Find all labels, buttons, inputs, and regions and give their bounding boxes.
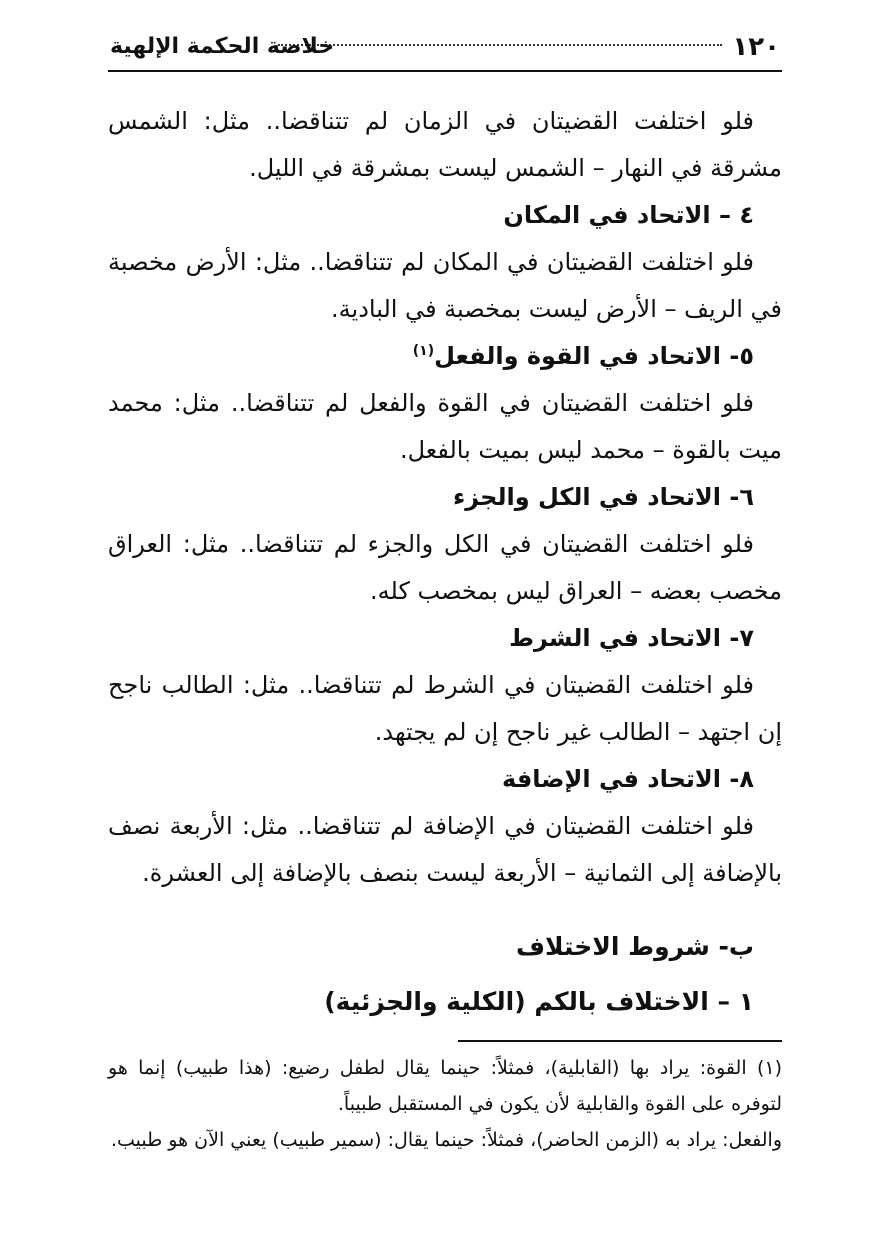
main-text [108, 98, 782, 1025]
section-heading: ب- شروط الاختلاف [516, 932, 754, 961]
paragraph: فلو اختلفت القضيتان في الإضافة لم تتناقضا.. مثل: الأربعة نصف بالإضافة إلى الثمانية – الأربعة ليست بنصف بالإضافة إلى العشرة. [108, 812, 782, 887]
subsection-heading: ١ – الاختلاف بالكم (الكلية والجزئية) [324, 987, 754, 1016]
footnote: (١) القوة: يراد بها (القابلية)، فمثلاً: حينما يقال لطفل رضيع: (هذا طبيب) إنما هو لتوفره على القوة والقابلية لأن يكون في المستقبل طبيباً. [108, 1057, 782, 1115]
subsection-heading [108, 333, 782, 380]
paragraph: فلو اختلفت القضيتان في الكل والجزء لم تتناقضا.. مثل: العراق مخصب بعضه – العراق ليس بمخصب كله. [108, 530, 782, 605]
subsection-heading: ٦- الاتحاد في الكل والجزء [452, 483, 754, 511]
footnotes [108, 1050, 782, 1158]
paragraph: فلو اختلفت القضيتان في القوة والفعل لم تتناقضا.. مثل: محمد ميت بالقوة – محمد ليس بميت بالفعل. [108, 389, 782, 464]
paragraph: فلو اختلفت القضيتان في الزمان لم تتناقضا.. مثل: الشمس مشرقة في النهار – الشمس ليست بمشرقة في الليل. [108, 107, 782, 182]
page-header [108, 30, 782, 72]
running-title: خلاصة الحكمة الإلهية [110, 34, 335, 59]
paragraph: فلو اختلفت القضيتان في الشرط لم تتناقضا.. مثل: الطالب ناجح إن اجتهد – الطالب غير ناجح إن لم يجتهد. [108, 671, 782, 746]
subsection-heading: ٧- الاتحاد في الشرط [509, 624, 754, 652]
heading-text: ٥- الاتحاد في القوة والفعل [434, 342, 754, 370]
subsection-heading: ٤ – الاتحاد في المكان [503, 201, 754, 229]
footnote-divider [458, 1040, 782, 1042]
page-number: ١٢٠ [732, 32, 780, 62]
footnote-marker[interactable]: (١) [412, 343, 435, 359]
paragraph: فلو اختلفت القضيتان في المكان لم تتناقضا.. مثل: الأرض مخصبة في الريف – الأرض ليست بمخصبة في البادية. [108, 248, 782, 323]
footnote-continuation: والفعل: يراد به (الزمن الحاضر)، فمثلاً: حينما يقال: (سمير طبيب) يعني الآن هو طبيب. [110, 1129, 782, 1151]
subsection-heading: ٨- الاتحاد في الإضافة [502, 765, 754, 793]
header-dot-leader [278, 44, 722, 46]
